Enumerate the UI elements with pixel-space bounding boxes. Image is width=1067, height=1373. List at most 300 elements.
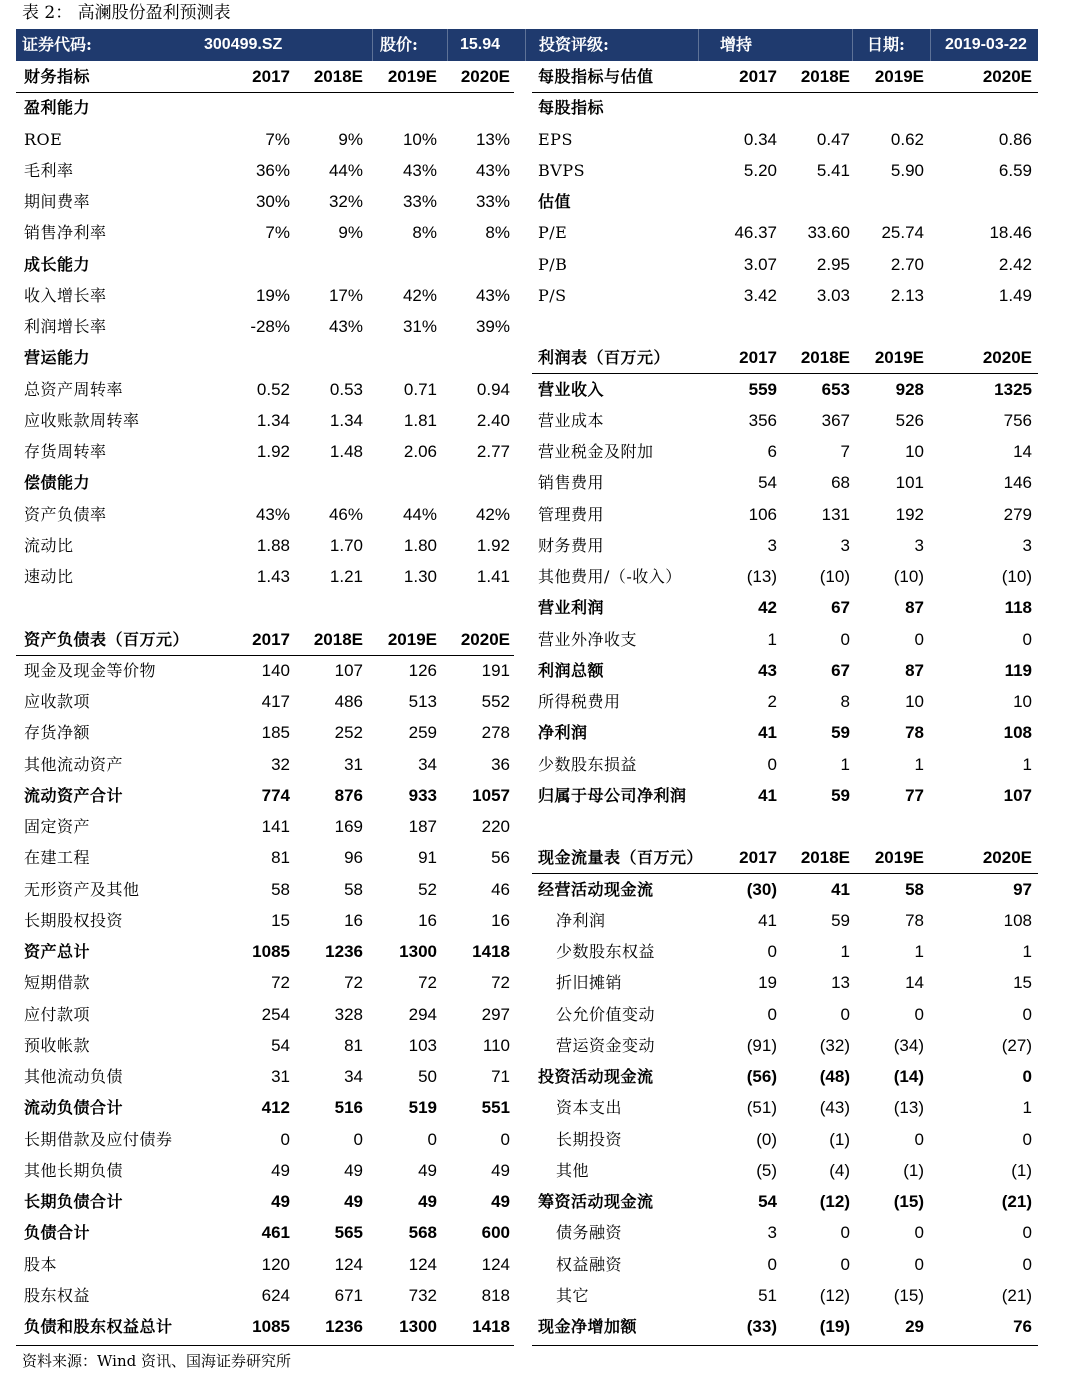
cell-value: 0	[840, 1254, 850, 1274]
cell-value: 278	[481, 723, 510, 743]
header-bar	[16, 29, 1038, 61]
cell-value: 1.92	[476, 535, 510, 555]
row-label: ROE	[24, 129, 63, 149]
cell-value: (91)	[746, 1035, 777, 1055]
cell-value: 119	[1004, 660, 1032, 680]
table-row	[16, 655, 514, 686]
cell-value: 0.94	[476, 379, 510, 399]
cell-value: 103	[408, 1035, 437, 1055]
row-label: 资产总计	[24, 942, 91, 961]
row-label: EPS	[538, 129, 573, 149]
cell-value: 59	[831, 723, 850, 743]
cell-value: (4)	[829, 1160, 850, 1180]
cell-value: 76	[1013, 1317, 1032, 1336]
table-row	[532, 780, 1038, 811]
cell-value: (19)	[819, 1317, 850, 1336]
table-header-row	[16, 624, 514, 656]
cell-value: 58	[271, 879, 290, 899]
cell-value: 19%	[255, 285, 290, 305]
header-divider	[525, 29, 526, 61]
table-header-row	[16, 61, 514, 93]
table-row	[532, 874, 1038, 905]
row-label: 销售费用	[538, 473, 605, 493]
cell-value: 254	[261, 1004, 290, 1024]
cell-value: 72	[344, 973, 363, 993]
cell-value: 44%	[328, 160, 363, 180]
table-row	[532, 967, 1038, 998]
column-header: 2020E	[982, 348, 1032, 368]
cell-value: 49	[491, 1160, 510, 1180]
cell-value: 1	[1022, 942, 1032, 961]
column-header: 2018E	[800, 348, 850, 368]
cell-value: 7%	[265, 129, 290, 149]
cell-value: 0	[914, 629, 924, 649]
table-row	[532, 1217, 1038, 1248]
table-row	[16, 780, 514, 811]
cell-value: (27)	[1001, 1035, 1032, 1055]
cell-value: 1.48	[329, 442, 363, 461]
cell-value: 2.77	[476, 442, 510, 461]
table-row	[16, 186, 514, 217]
row-label: 营运资金变动	[556, 1035, 656, 1055]
row-label: 营业外净收支	[538, 629, 638, 649]
row-label: 营业收入	[538, 379, 605, 399]
row-label: 营业税金及附加	[538, 442, 654, 461]
section-row	[532, 92, 1038, 123]
column-header: 2019E	[874, 848, 924, 868]
row-label: 权益融资	[556, 1254, 623, 1274]
cell-value: 0	[500, 1129, 510, 1149]
table-row	[532, 499, 1038, 530]
cell-value: 16	[491, 910, 510, 930]
header-divider	[447, 29, 448, 61]
row-label: 无形资产及其他	[24, 879, 140, 899]
cell-value: (32)	[819, 1035, 850, 1055]
cell-value: 124	[334, 1254, 363, 1274]
cell-value: 5.41	[816, 160, 850, 180]
row-label: 流动资产合计	[24, 785, 124, 805]
cell-value: 1.43	[256, 567, 290, 586]
row-label: 营业成本	[538, 410, 605, 430]
cell-value: 565	[334, 1223, 363, 1243]
cell-value: 1.49	[998, 285, 1032, 305]
cell-value: 526	[895, 410, 924, 430]
cell-value: 1300	[399, 942, 437, 961]
cell-value: 6.59	[998, 160, 1032, 180]
table-row	[16, 499, 514, 530]
cell-value: 42%	[402, 285, 437, 305]
cell-value: 31	[344, 754, 363, 774]
cell-value: 32	[271, 754, 290, 774]
cell-value: 876	[334, 785, 363, 805]
row-label: 现金流量表（百万元）	[538, 848, 704, 868]
cell-value: 49	[271, 1192, 290, 1211]
bottom-rule-right	[532, 1345, 1038, 1346]
cell-value: 41	[831, 879, 850, 899]
cell-value: 44%	[402, 504, 437, 524]
cell-value: (34)	[893, 1035, 924, 1055]
cell-value: 0	[914, 1129, 924, 1149]
price-value: 15.94	[460, 36, 501, 53]
cell-value: 519	[408, 1098, 437, 1118]
cell-value: 0.86	[998, 129, 1032, 149]
cell-value: 486	[334, 692, 363, 711]
table-header-row	[532, 342, 1038, 374]
table-header-row	[532, 842, 1038, 874]
table-row	[532, 1061, 1038, 1092]
table-row	[16, 1311, 514, 1342]
column-header: 2020E	[982, 848, 1032, 868]
row-label: 少数股东权益	[556, 942, 656, 961]
cell-value: 600	[481, 1223, 510, 1243]
cell-value: 513	[408, 692, 437, 711]
cell-value: 8%	[412, 223, 437, 243]
row-label: 负债合计	[24, 1223, 91, 1243]
cell-value: 16	[418, 910, 437, 930]
row-label: 管理费用	[538, 504, 605, 524]
cell-value: 0	[914, 1004, 924, 1024]
table-row	[532, 249, 1038, 280]
cell-value: 124	[408, 1254, 437, 1274]
row-label: 成长能力	[24, 254, 91, 274]
column-header: 2017	[739, 848, 777, 868]
cell-value: 0	[840, 1004, 850, 1024]
cell-value: 3	[767, 535, 777, 555]
row-label: 其他费用/（-收入）	[538, 567, 682, 586]
cell-value: 3	[840, 535, 850, 555]
cell-value: 13	[831, 973, 850, 993]
cell-value: 1057	[472, 785, 510, 805]
table-row	[16, 1217, 514, 1248]
section-row	[16, 342, 514, 373]
cell-value: 101	[895, 473, 924, 493]
cell-value: (14)	[893, 1067, 924, 1086]
column-header: 2018E	[313, 629, 363, 649]
cell-value: 8	[840, 692, 850, 711]
cell-value: 0	[767, 1004, 777, 1024]
cell-value: 259	[408, 723, 437, 743]
cell-value: 32%	[328, 192, 363, 211]
row-label: 财务费用	[538, 535, 605, 555]
section-row	[16, 249, 514, 280]
row-label: 销售净利率	[24, 223, 107, 243]
row-label: 每股指标	[538, 98, 605, 118]
cell-value: 1	[1022, 1098, 1032, 1118]
cell-value: 1085	[252, 1317, 290, 1336]
table-row	[532, 1092, 1038, 1123]
cell-value: 0.34	[743, 129, 777, 149]
cell-value: 2.06	[403, 442, 437, 461]
cell-value: 1325	[994, 379, 1032, 399]
cell-value: 7	[840, 442, 850, 461]
column-header: 2019E	[874, 348, 924, 368]
row-label: 现金及现金等价物	[24, 660, 157, 680]
cell-value: 1.81	[403, 410, 437, 430]
cell-value: (33)	[746, 1317, 777, 1336]
table-row	[532, 436, 1038, 467]
cell-value: (10)	[893, 567, 924, 586]
rating-value: 增持	[720, 35, 753, 54]
row-label: 流动负债合计	[24, 1098, 124, 1118]
table-row	[16, 280, 514, 311]
cell-value: 461	[261, 1223, 290, 1243]
cell-value: (5)	[756, 1160, 777, 1180]
column-header: 2020E	[460, 629, 510, 649]
row-label: 长期投资	[556, 1129, 623, 1149]
cell-value: 818	[481, 1285, 510, 1305]
row-label: 应收款项	[24, 692, 91, 711]
cell-value: 110	[482, 1035, 510, 1055]
table-row	[16, 1280, 514, 1311]
table-row	[16, 311, 514, 342]
table-row	[532, 655, 1038, 686]
header-divider	[698, 29, 699, 61]
cell-value: 43%	[328, 317, 363, 336]
cell-value: 1	[840, 942, 850, 961]
table-row	[532, 936, 1038, 967]
cell-value: 0	[353, 1129, 363, 1149]
row-label: 收入增长率	[24, 285, 107, 305]
table-row	[532, 217, 1038, 248]
cell-value: 1	[914, 754, 924, 774]
table-row	[532, 530, 1038, 561]
cell-value: (15)	[893, 1285, 924, 1305]
cell-value: 17%	[328, 285, 363, 305]
cell-value: 1236	[325, 942, 363, 961]
cell-value: 1.34	[329, 410, 363, 430]
column-header: 2017	[252, 629, 290, 649]
row-label: 其他流动资产	[24, 754, 124, 774]
cell-value: 1.34	[256, 410, 290, 430]
cell-value: 50	[418, 1067, 437, 1086]
cell-value: 2	[767, 692, 777, 711]
cell-value: 33.60	[807, 223, 850, 243]
cell-value: 51	[758, 1285, 777, 1305]
cell-value: 0	[767, 942, 777, 961]
cell-value: 1085	[252, 942, 290, 961]
cell-value: 1236	[325, 1317, 363, 1336]
cell-value: 140	[261, 660, 290, 680]
table-row	[16, 811, 514, 842]
cell-value: 81	[344, 1035, 363, 1055]
cell-value: 169	[334, 817, 363, 836]
row-label: BVPS	[538, 160, 586, 180]
row-label: 经营活动现金流	[538, 879, 654, 899]
column-header: 2018E	[800, 67, 850, 86]
cell-value: 33%	[402, 192, 437, 211]
rating-label: 投资评级:	[539, 35, 609, 54]
cell-value: 31%	[402, 317, 437, 336]
row-label: 筹资活动现金流	[538, 1192, 654, 1211]
cell-value: 3.42	[743, 285, 777, 305]
cell-value: 58	[344, 879, 363, 899]
cell-value: (1)	[829, 1129, 850, 1149]
cell-value: 15	[271, 910, 290, 930]
row-label: 折旧摊销	[556, 973, 623, 993]
cell-value: (1)	[903, 1160, 924, 1180]
row-label: 偿债能力	[24, 473, 91, 493]
header-divider	[930, 29, 931, 61]
table-row	[532, 999, 1038, 1030]
cell-value: 33%	[475, 192, 510, 211]
cell-value: 36	[491, 754, 510, 774]
cell-value: 42%	[475, 504, 510, 524]
cell-value: 559	[748, 379, 777, 399]
cell-value: (15)	[893, 1192, 924, 1211]
column-header: 2017	[252, 67, 290, 86]
row-label: 总资产周转率	[24, 379, 124, 399]
cell-value: 2.13	[890, 285, 924, 305]
cell-value: 0.62	[890, 129, 924, 149]
cell-value: 126	[408, 660, 437, 680]
cell-value: 78	[905, 910, 924, 930]
column-header: 2019E	[874, 67, 924, 86]
cell-value: 1.88	[256, 535, 290, 555]
row-label: 估值	[538, 192, 572, 211]
cell-value: 552	[481, 692, 510, 711]
row-label: 流动比	[24, 535, 74, 555]
cell-value: 91	[418, 848, 437, 868]
cell-value: 49	[271, 1160, 290, 1180]
row-label: P/E	[538, 223, 568, 243]
column-header: 2020E	[982, 67, 1032, 86]
table-row	[16, 967, 514, 998]
cell-value: 49	[344, 1192, 363, 1211]
row-label: 财务指标	[24, 67, 91, 86]
security-code-value: 300499.SZ	[204, 36, 283, 53]
cell-value: 46.37	[734, 223, 777, 243]
row-label: 利润表（百万元）	[538, 348, 671, 368]
cell-value: 3	[1022, 535, 1032, 555]
cell-value: 43%	[475, 285, 510, 305]
cell-value: 1.21	[329, 567, 363, 586]
table-row	[532, 624, 1038, 655]
table-row	[16, 374, 514, 405]
cell-value: 13%	[475, 129, 510, 149]
cell-value: 0.47	[816, 129, 850, 149]
cell-value: 10	[905, 692, 924, 711]
cell-value: 356	[748, 410, 777, 430]
table-row	[16, 1030, 514, 1061]
cell-value: 0	[280, 1129, 290, 1149]
cell-value: (30)	[746, 879, 777, 899]
table-row	[532, 467, 1038, 498]
cell-value: 220	[481, 817, 510, 836]
cell-value: (21)	[1001, 1285, 1032, 1305]
table-row	[16, 436, 514, 467]
cell-value: 49	[491, 1192, 510, 1211]
column-header: 2017	[739, 348, 777, 368]
row-label: 股本	[24, 1254, 58, 1274]
cell-value: 54	[758, 473, 777, 493]
cell-value: (13)	[893, 1098, 924, 1118]
cell-value: 14	[1013, 442, 1032, 461]
row-label: 债务融资	[556, 1223, 623, 1243]
cell-value: 1.92	[256, 442, 290, 461]
column-header: 2018E	[800, 848, 850, 868]
cell-value: 31	[271, 1067, 290, 1086]
row-label: 利润总额	[538, 660, 605, 680]
cell-value: 417	[261, 692, 290, 711]
cell-value: 0	[1022, 1254, 1032, 1274]
cell-value: 71	[491, 1067, 510, 1086]
cell-value: 54	[758, 1192, 777, 1211]
section-row	[532, 186, 1038, 217]
table-row	[16, 842, 514, 873]
cell-value: 551	[481, 1098, 510, 1118]
cell-value: 118	[1004, 598, 1032, 618]
row-label: 所得税费用	[538, 692, 621, 711]
table-row	[16, 124, 514, 155]
cell-value: (10)	[1001, 567, 1032, 586]
cell-value: 72	[491, 973, 510, 993]
table-row	[16, 1186, 514, 1217]
row-label: 净利润	[556, 910, 606, 930]
cell-value: (48)	[819, 1067, 850, 1086]
cell-value: 19	[758, 973, 777, 993]
row-label: 公允价值变动	[556, 1004, 656, 1024]
cell-value: 131	[821, 504, 850, 524]
cell-value: 328	[334, 1004, 363, 1024]
cell-value: 49	[418, 1192, 437, 1211]
table-row	[532, 1155, 1038, 1186]
cell-value: (13)	[746, 567, 777, 586]
cell-value: 0	[914, 1223, 924, 1243]
table-row	[532, 1249, 1038, 1280]
date-value: 2019-03-22	[945, 36, 1027, 53]
security-code-label: 证券代码:	[22, 35, 92, 54]
cell-value: 68	[831, 473, 850, 493]
cell-value: 1.41	[476, 567, 510, 586]
cell-value: 41	[758, 723, 777, 743]
cell-value: 756	[1003, 410, 1032, 430]
cell-value: 185	[261, 723, 290, 743]
cell-value: (43)	[819, 1098, 850, 1118]
row-label: 长期负债合计	[24, 1192, 124, 1211]
cell-value: 367	[821, 410, 850, 430]
table-header-row	[532, 61, 1038, 93]
cell-value: 3	[767, 1223, 777, 1243]
table-row	[16, 1124, 514, 1155]
table-row	[16, 530, 514, 561]
cell-value: 59	[831, 910, 850, 930]
cell-value: 279	[1003, 504, 1032, 524]
cell-value: (0)	[756, 1129, 777, 1149]
table-row	[16, 936, 514, 967]
cell-value: 0	[1022, 1223, 1032, 1243]
row-label: 其它	[556, 1285, 590, 1305]
row-label: 期间费率	[24, 192, 91, 211]
date-label: 日期:	[867, 35, 905, 54]
cell-value: 2.42	[998, 254, 1032, 274]
column-header: 2018E	[313, 67, 363, 86]
cell-value: 516	[334, 1098, 363, 1118]
cell-value: 72	[418, 973, 437, 993]
cell-value: (12)	[819, 1192, 850, 1211]
cell-value: 97	[1013, 879, 1032, 899]
cell-value: 732	[408, 1285, 437, 1305]
table-row	[532, 905, 1038, 936]
cell-value: 252	[334, 723, 363, 743]
table-row	[16, 905, 514, 936]
cell-value: 36%	[255, 160, 290, 180]
row-label: 应收账款周转率	[24, 410, 140, 430]
table-row	[16, 1061, 514, 1092]
cell-value: 108	[1003, 723, 1032, 743]
cell-value: 10	[1013, 692, 1032, 711]
cell-value: 1.80	[403, 535, 437, 555]
row-label: 长期借款及应付债券	[24, 1129, 173, 1149]
